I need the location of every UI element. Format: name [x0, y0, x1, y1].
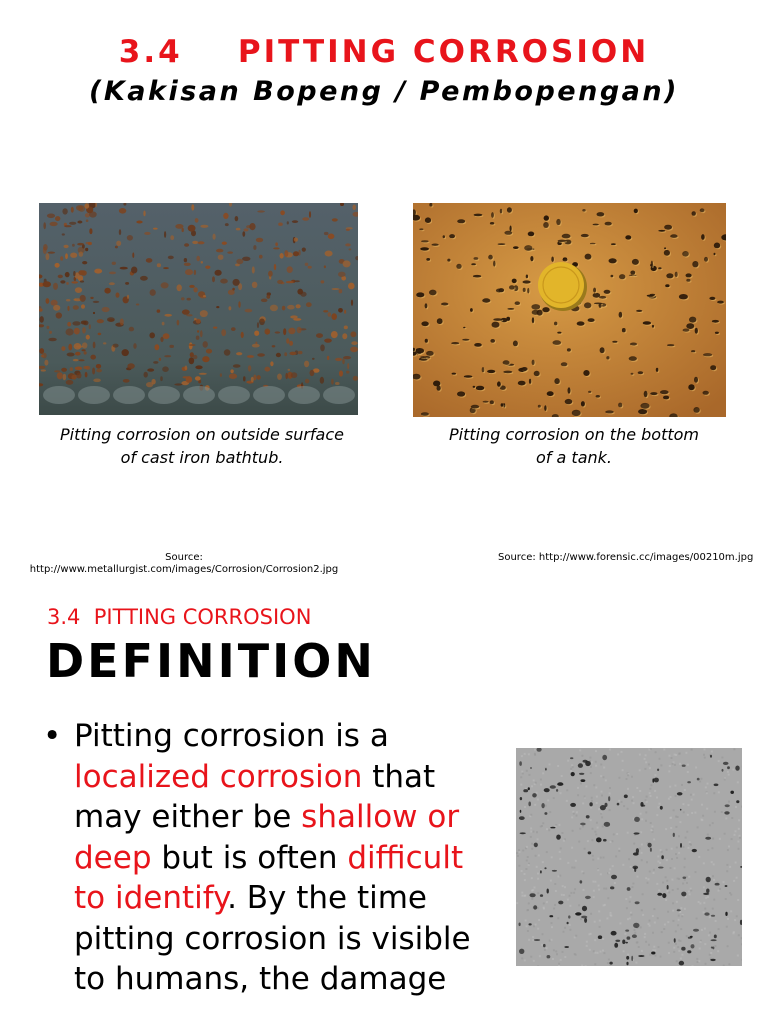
- slide1-subtitle: (Kakisan Bopeng / Pembopengan): [89, 76, 679, 107]
- slide2-heading: DEFINITION: [46, 634, 376, 688]
- tank-photo-source: Source: http://www.forensic.cc/images/00210m.jpg: [498, 552, 754, 563]
- bathtub-corrosion-photo: [39, 203, 358, 415]
- definition-text-part: that may either be: [74, 758, 436, 835]
- slide2-kicker: 3.4 PITTING CORROSION: [47, 605, 312, 629]
- definition-text-part: Pitting corrosion is a: [74, 718, 389, 754]
- pitted-surface-photo: [516, 748, 742, 966]
- highlight-localized-corrosion: localized corrosion: [74, 758, 363, 795]
- definition-text: [74, 716, 484, 1000]
- highlight-difficult-to-identify: difficult to identify: [74, 839, 464, 916]
- bathtub-photo-source: [0, 552, 368, 576]
- source-url: http://www.metallurgist.com/images/Corrosion/Corrosion2.jpg: [29, 564, 339, 575]
- definition-text-part: but is often: [151, 839, 348, 876]
- source-label: Source:: [165, 552, 203, 563]
- bullet-mark: •: [43, 718, 62, 754]
- bathtub-photo-caption: Pitting corrosion on outside surface of cast iron bathtub.: [59, 425, 344, 467]
- definition-text-part: . By the time pitting corrosion is visible to humans, the damage: [74, 880, 471, 997]
- slide1-title: 3.4 PITTING CORROSION: [118, 34, 650, 70]
- highlight-shallow-or-deep: shallow or deep: [74, 799, 460, 876]
- tank-corrosion-photo: [413, 203, 726, 417]
- tank-photo-caption: Pitting corrosion on the bottom of a tank.: [448, 425, 700, 467]
